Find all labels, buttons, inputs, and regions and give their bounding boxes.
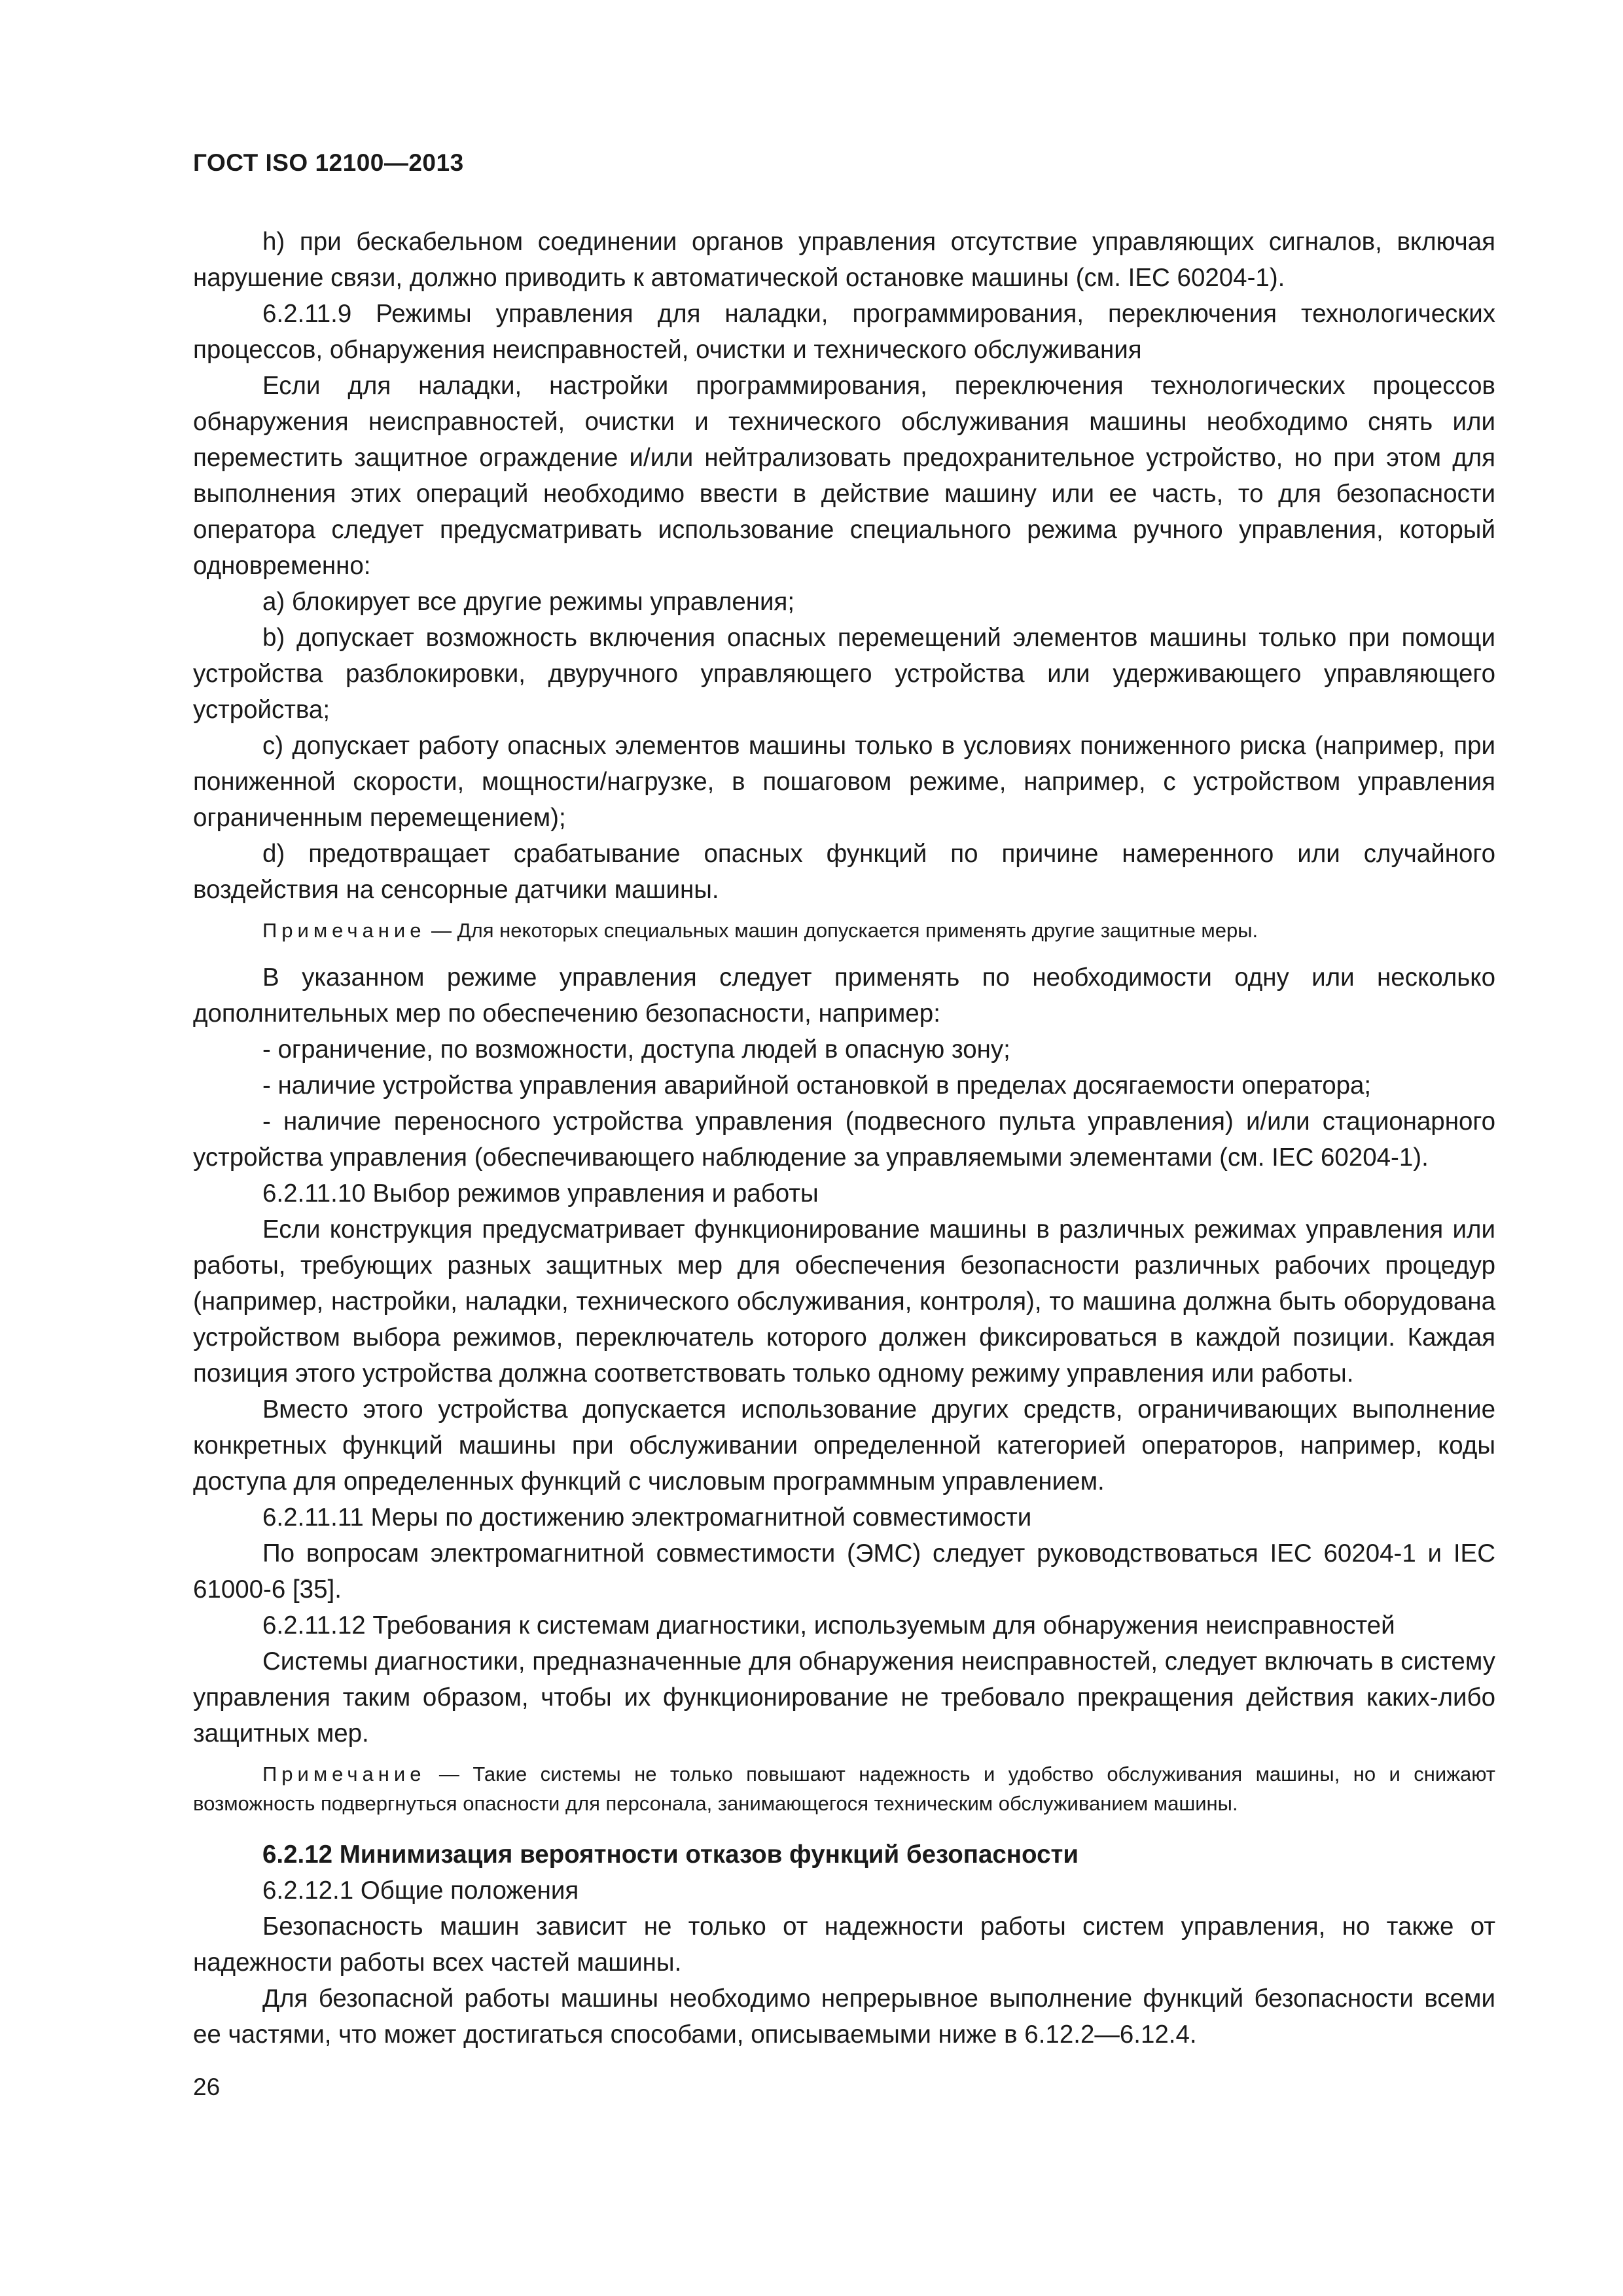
- paragraph: Для безопасной работы машины необходимо непрерывное выполнение функций безопасности всеми ее частями, что может достигаться способами, описываемыми ниже в 6.12.2—6.12.4.: [193, 1984, 1495, 2049]
- paragraph: Вместо этого устройства допускается использование других средств, ограничивающих выполнение конкретных функций машины при обслуживании определенной категорией операторов, например, коды доступа для определенных функций с числовым программным управлением.: [193, 1395, 1495, 1496]
- note-text: — Для некоторых специальных машин допускается применять другие защитные меры.: [425, 919, 1258, 942]
- list-item: a) блокирует все другие режимы управления;: [262, 588, 795, 616]
- list-item: d) предотвращает срабатывание опасных функций по причине намеренного или случайного воздействия на сенсорные датчики машины.: [193, 840, 1495, 904]
- paragraph: В указанном режиме управления следует применять по необходимости одну или несколько дополнительных мер по обеспечению безопасности, например:: [193, 963, 1495, 1028]
- section-title: 6.2.11.12 Требования к системам диагностики, используемым для обнаружения неисправностей: [262, 1611, 1395, 1640]
- section-title: 6.2.11.10 Выбор режимов управления и работы: [262, 1179, 819, 1208]
- section-heading: 6.2.12 Минимизация вероятности отказов функций безопасности: [262, 1840, 1079, 1869]
- paragraph: По вопросам электромагнитной совместимости (ЭМС) следует руководствоваться IEC 60204-1 и IEC 61000-6 [35].: [193, 1539, 1495, 1604]
- note-label: Примечание: [262, 1763, 426, 1785]
- paragraph: Системы диагностики, предназначенные для обнаружения неисправностей, следует включать в систему управления таким образом, чтобы их функционирование не требовало прекращения действия каких-либо защитных мер.: [193, 1647, 1495, 1748]
- paragraph: Безопасность машин зависит не только от надежности работы систем управления, но также от надежности работы всех частей машины.: [193, 1912, 1495, 1977]
- section-title: 6.2.11.9 Режимы управления для наладки, программирования, переключения технологических процессов, обнаружения неисправностей, очистки и технического обслуживания: [193, 300, 1495, 364]
- note-text: — Такие системы не только повышают надежность и удобство обслуживания машины, но и снижают возможность подвергнуться опасности для персонала, занимающегося техническим обслуживанием машины.: [193, 1763, 1495, 1815]
- note: [193, 1759, 1495, 1818]
- section-title: 6.2.12.1 Общие положения: [262, 1876, 579, 1905]
- document-body: [193, 224, 1495, 2053]
- list-item: b) допускает возможность включения опасных перемещений элементов машины только при помощи устройства разблокировки, двуручного управляющего устройства или удерживающего управляющего устройства;: [193, 624, 1495, 724]
- note: [193, 916, 1495, 945]
- note-label: Примечание: [262, 919, 426, 942]
- page-number: 26: [193, 2073, 221, 2100]
- paragraph: h) при бескабельном соединении органов управления отсутствие управляющих сигналов, включая нарушение связи, должно приводить к автоматической остановке машины (см. IEC 60204-1).: [193, 228, 1495, 292]
- document-header: ГОСТ ISO 12100—2013: [193, 149, 464, 176]
- paragraph: Если конструкция предусматривает функционирование машины в различных режимах управления или работы, требующих разных защитных мер для обеспечения безопасности различных рабочих процедур (например, настройки, наладки, технического обслуживания, контроля), то машина должна быть оборудована устройством выбора режимов, переключатель которого должен фиксироваться в каждой позиции. Каждая позиция этого устройства должна соответствовать только одному режиму управления или работы.: [193, 1215, 1495, 1388]
- paragraph: Если для наладки, настройки программирования, переключения технологических процессов обнаружения неисправностей, очистки и технического обслуживания машины необходимо снять или переместить защитное ограждение и/или нейтрализовать предохранительное устройство, но при этом для выполнения этих операций необходимо ввести в действие машину или ее часть, то для безопасности оператора следует предусматривать использование специального режима ручного управления, который одновременно:: [193, 372, 1495, 580]
- list-item: - ограничение, по возможности, доступа людей в опасную зону;: [262, 1035, 1010, 1064]
- section-title: 6.2.11.11 Меры по достижению электромагнитной совместимости: [262, 1503, 1032, 1532]
- list-item: - наличие устройства управления аварийной остановкой в пределах досягаемости оператора;: [262, 1071, 1372, 1100]
- list-item: - наличие переносного устройства управления (подвесного пульта управления) и/или стационарного устройства управления (обеспечивающего наблюдение за управляемыми элементами (см. IEC 60204-1).: [193, 1107, 1495, 1172]
- list-item: c) допускает работу опасных элементов машины только в условиях пониженного риска (например, при пониженной скорости, мощности/нагрузке, в пошаговом режиме, например, с устройством управления ограниченным перемещением);: [193, 732, 1495, 832]
